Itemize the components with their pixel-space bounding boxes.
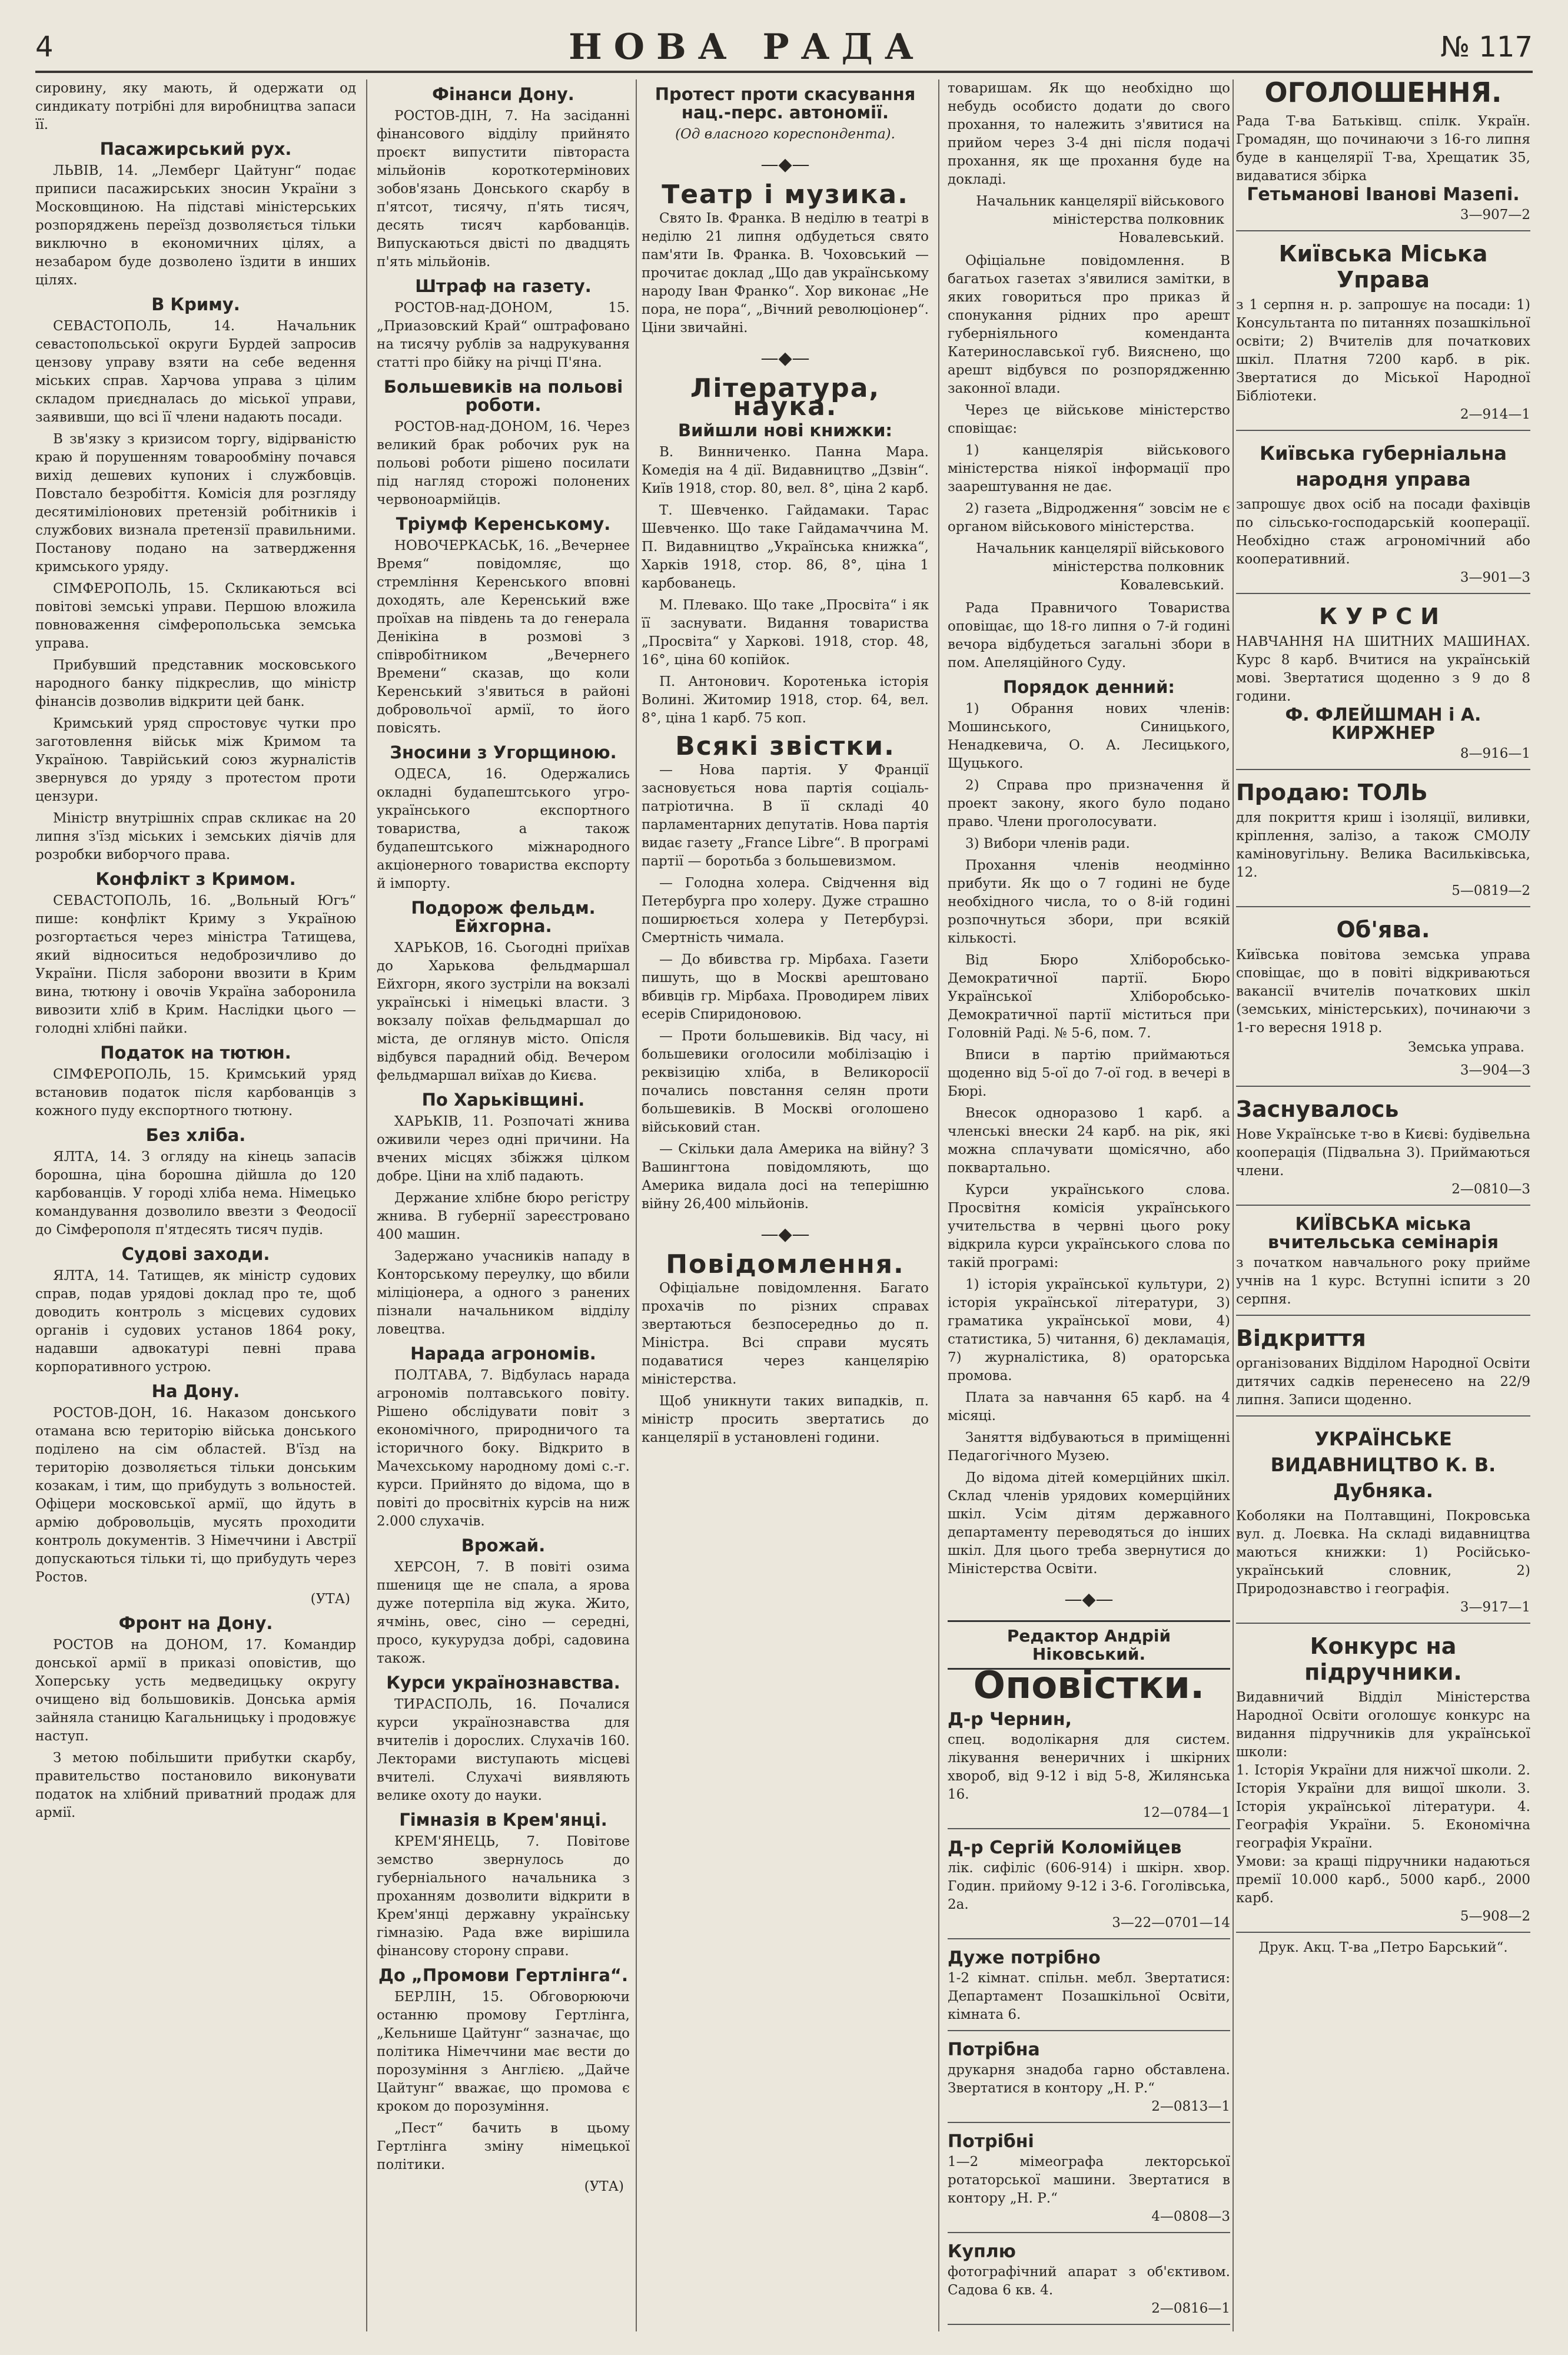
book-entry: Т. Шевченко. Гайдамаки. Тарас Шевченко. Що таке Гайдамаччина М. П. Видавництво „Українська книжка“, Харків 1918, стор. 86, 8°, ціна 1 карбованець. xyxy=(642,503,929,591)
ad-body: лік. сифіліс (606-914) і шкірн. хвор. Годин. прийому 9-12 і 3-6. Гоголівська, 2а. xyxy=(948,1860,1230,1912)
article-text: 2) газета „Відродження“ зовсім не є органом військового міністерства. xyxy=(948,501,1230,535)
advertisement xyxy=(948,1835,1230,1939)
ad-body: Нове Українське т-во в Києві: будівельна кооперація (Підвальна 3). Приймаються члени. xyxy=(1236,1127,1530,1179)
ad-body: фотографічний апарат з об'єктивом. Садова 6 кв. 4. xyxy=(948,2264,1230,2298)
article-text: — Нова партія. У Франції засновується нова партія соціаль-патріотична. В її складі 40 парламентарних депутатів. Нова партія видає газету „France Libre“. В програмі партії — боротьба з большевизмом. xyxy=(642,762,929,869)
book-entry: М. Плевако. Що таке „Просвіта“ і як її заснувати. Видання товариства „Просвіта“ у Харкові. 1918, стор. 48, 16°, ціна 60 копійок. xyxy=(642,598,929,668)
advertisement xyxy=(1236,1630,1530,1933)
advertisement xyxy=(1236,437,1530,594)
article-text: ХАРЬКОВ, 16. Сьогодні приїхав до Харькова фельдмаршал Ейхгорн, якого зустріли на вокзалі українські і німецькі власти. З вокзалу поїхав фельдмаршал до міста, де оглянув місто. Опісля відбувся парадний обід. Вечером фельдмаршал виїхав до Києва. xyxy=(377,940,630,1083)
article-text: Через це військове міністерство сповіщає: xyxy=(948,403,1230,436)
advertisement xyxy=(1236,1322,1530,1417)
article-text: Рада Правничого Товариства оповіщає, що 18-го липня о 7-й годині вечора відбудеться загальні збори в пом. Апеляційного Суду. xyxy=(948,601,1230,671)
article-text: СЕВАСТОПОЛЬ, 16. „Вольный Югъ“ пише: конфлікт Криму з Україною розгортається через міністра Татищева, який відноситься недоброзичливо до України. Після заборони ввозити в Крим вина, тютюну і овочів Україна заборонила вивозити хліб в Крим. Наслідки цього — голодні хлібні пайки. xyxy=(35,893,356,1036)
ad-code: 2—0813—1 xyxy=(1151,2099,1230,2114)
ad-body: 1—2 мімеографа лекторської ротаторської машини. Звертатися в контору „Н. Р.“ xyxy=(948,2154,1230,2206)
ad-code: 5—0819—2 xyxy=(1451,883,1530,898)
article-text: сировину, яку мають, й одержати од синдикату потрібні для виробництва запаси її. xyxy=(35,81,356,132)
column-5 xyxy=(1236,79,1530,2331)
article-text: ТИРАСПОЛЬ, 16. Почалися курси українознавства для вчителів і дорослих. Слухачів 160. Лекторами виступають місцеві вчителі. Слухачі виявляють велике охоту до науки. xyxy=(377,1697,630,1803)
column-rule xyxy=(938,79,939,2331)
ad-title: КУРСИ xyxy=(1319,603,1447,629)
book-entry: В. Винниченко. Панна Мара. Комедія на 4 дії. Видавництво „Дзвін“. Київ 1918, стор. 80, вел. 8°, ціна 2 карб. xyxy=(642,445,929,496)
article-text: Прохання членів неодмінно прибути. Як що о 7 годині не буде необхідного числа, то о 8-ій годині розпочнуться збори, при всякій кількості. xyxy=(948,858,1230,946)
ad-title: Продаю: ТОЛЬ xyxy=(1236,780,1428,805)
column-3 xyxy=(642,79,929,2331)
article-text: ПОЛТАВА, 7. Відбулась нарада агрономів полтавського повіту. Рішено обслідувати повіт з економічного, природничого та історичного боку. Відкрито в Мачехському народному домі с.-г. курси. Прийнято до відома, що в повіті до просвітніх курсів на ниж 2.000 слухачів. xyxy=(377,1368,630,1529)
article-text: Курси українського слова. Просвітня комісія українського учительства в червні цього року відкрила курси українського слова по такій програмі: xyxy=(948,1182,1230,1271)
article-heading: Без хліба. xyxy=(145,1125,246,1145)
ad-code: 8—916—1 xyxy=(1460,746,1530,761)
ornament-divider: —◆— xyxy=(760,1224,810,1245)
article-text: РОСТОВ-над-ДОНОМ, 16. Через великий брак робочих рук на польові роботи рішено посилати під нагляд сторожі полонених червоноармійців. xyxy=(377,419,630,508)
ad-code: 5—908—2 xyxy=(1460,1909,1530,1924)
book-entry: П. Антонович. Коротенька історія Волині. Житомир 1918, стор. 64, вел. 8°, ціна 1 карб. 75 коп. xyxy=(642,674,929,726)
page-header xyxy=(35,24,1533,73)
article-text: ХЕРСОН, 7. В повіті озима пшениця ще не спала, а ярова дуже потерпіла від жука. Жито, ячмінь, овес, сіно — середні, просо, кукурудза добрі, садовина також. xyxy=(377,1560,630,1666)
column-1 xyxy=(35,79,356,2331)
ad-signature: Ф. ФЛЕЙШМАН і А. КИРЖНЕР xyxy=(1285,705,1481,744)
ad-code: 2—0810—3 xyxy=(1451,1182,1530,1197)
article-heading: Нарада агрономів. xyxy=(410,1344,596,1364)
ad-body: для покриття криш і ізоляції, виливки, кріплення, залізо, а також СМОЛУ каміновугільну. Велика Васильківська, 12. xyxy=(1236,810,1530,880)
article-heading: Тріумф Керенському. xyxy=(396,514,611,534)
agency-signature: (УТА) xyxy=(310,1591,350,1607)
column-2 xyxy=(377,79,630,2331)
section-heading-news: Всякі звістки. xyxy=(675,731,895,761)
ornament-divider: —◆— xyxy=(1064,1589,1114,1610)
advertisement xyxy=(948,2239,1230,2325)
ad-title: Д-р Чернин, xyxy=(948,1709,1072,1730)
article-text: Кримський уряд спростовує чутки про заготовлення військ між Кримом та Україною. Таврійський союз журналістів звернувся до уряду з протестом проти цензури. xyxy=(35,716,356,804)
article-text: Внесок одноразово 1 карб. а членські внески 24 карб. на рік, які можна сплачувати щомісячно, або поквартально. xyxy=(948,1106,1230,1176)
page-number: 4 xyxy=(35,31,54,64)
article-text: СІМФЕРОПОЛЬ, 15. Кримський уряд встановив податок після карбованців з кожного пуду експортного тютюну. xyxy=(35,1067,356,1119)
ad-code: 3—901—3 xyxy=(1460,570,1530,585)
article-heading: По Харьківщині. xyxy=(421,1090,585,1110)
article-heading: Податок на тютюн. xyxy=(100,1043,291,1063)
ad-title: Київська губерніальна народня управа xyxy=(1259,442,1507,490)
article-text: Офіціальне повідомлення. Багато прохачів по різних справах звертаються безпосередньо до п. Міністра. Всі справи мусять подаватися через канцелярію міністерства. xyxy=(642,1281,929,1387)
article-text: НОВОЧЕРКАСЬК, 16. „Вечернее Время“ повідомляє, що стремління Керенського вповні доходять, але Керенський вже проїхав на південь та до генерала Денікіна в розмові з співробітником „Вечернего Времени“ сказав, що коли Керенський з'явиться в районі добровольчої армії, то його повісять. xyxy=(377,538,630,736)
advertisement xyxy=(948,2129,1230,2233)
article-heading: Фінанси Дону. xyxy=(432,84,574,104)
ad-list: 1. Історія України для нижчої школи. 2. Історія України для вищої школи. 3. Історія української літератури. 4. Географія України. 5. Економічна географія України. xyxy=(1236,1763,1530,1851)
article-text: ЛЬВІВ, 14. „Лемберг Цайтунг“ подає приписи пасажирських зносин України з Московщиною. На підставі міністерських розпоряджень переїзд дозволяється тільки виключно в економичних цілях, а незабаром буде дозволено їздити в инших цілях. xyxy=(35,163,356,288)
advertisement xyxy=(948,1945,1230,2031)
official-signature: Начальник канцелярії військового міністерства полковник Ковалевський. xyxy=(976,541,1224,593)
article-heading: Гімназія в Крем'янці. xyxy=(399,1810,607,1830)
article-heading: Порядок денний: xyxy=(1002,677,1175,697)
article-heading: Зносини з Угорщиною. xyxy=(390,742,617,762)
article-text: Щоб уникнути таких випадків, п. міністр просить звертатись до канцелярії в установлені години. xyxy=(642,1394,929,1445)
ad-title: Гетьманові Іванові Мазепі. xyxy=(1247,184,1520,205)
article-heading: В Криму. xyxy=(151,294,240,314)
ad-code: 2—914—1 xyxy=(1460,407,1530,422)
ad-body: Коболяки на Полтавщині, Покровська вул. д. Лоєвка. На складі видавництва маються книжки: 1) Російсько-український словник, 2) Природознавство і географія. xyxy=(1236,1508,1530,1597)
article-text: — Скільки дала Америка на війну? З Вашингтона повідомляють, що Америка видала досі на теперішню війну 26,400 мільйонів. xyxy=(642,1142,929,1212)
advertisement xyxy=(1236,776,1530,907)
article-text: РОСТОВ на ДОНОМ, 17. Командир донської армії в приказі оповістив, що Хоперську усть медведицьку округу очищено від большовиків. Донська армія зайняла станицю Кагальницьку і продовжує наступ. xyxy=(35,1637,356,1744)
advertisement xyxy=(1236,1212,1530,1316)
ad-body: спец. водолікарня для систем. лікування венеричних і шкірних хвороб, від 9-12 і від 5-8, Жилянська 16. xyxy=(948,1732,1230,1802)
advertisement xyxy=(948,2037,1230,2123)
article-heading: Врожай. xyxy=(461,1535,546,1555)
advertisement xyxy=(1236,1422,1530,1624)
advertisement xyxy=(948,1707,1230,1829)
article-text: — Проти большевиків. Від часу, ні большевики оголосили мобілізацію і реквізицію хліба, в Великоросії почались повстання селян проти большевиків. В Москві оголошено військовий стан. xyxy=(642,1029,929,1135)
article-text: товаришам. Як що необхідно що небудь особисто додати до свого прохання, то належить з'явитися на прийом через 3-4 дні після подачі прохання, як ще прохання буде на докладі. xyxy=(948,81,1230,187)
ad-code: 2—0816—1 xyxy=(1151,2301,1230,2316)
ad-signature: Земська управа. xyxy=(1408,1040,1524,1055)
printer-line: Друк. Акц. Т-ва „Петро Барський“. xyxy=(1258,1940,1508,1955)
article-text: — До вбивства гр. Мірбаха. Газети пишуть, що в Москві арештовано вбивців гр. Мірбаха. Проводирем лівих есерів Спиридоновою. xyxy=(642,952,929,1022)
advertisement xyxy=(1236,1093,1530,1206)
article-heading: Курси українознавства. xyxy=(386,1673,620,1693)
advertisements-heading: Оповістки. xyxy=(973,1664,1205,1707)
article-text: Свято Ів. Франка. В неділю в театрі в неділю 21 липня одбудеться свято пам'яти Ів. Франка. В. Чоховський — прочитає доклад „Що дав українському народу Іван Франко“. Хор виконає „Не пора, не пора“, „Вічний революціонер“. Ціни звичайні. xyxy=(642,211,929,336)
article-text: Задержано учасників нападу в Конторському переулку, що вбили міліціонера, а одного з ранених пізнали начальником відділу ловецтва. xyxy=(377,1249,630,1337)
article-heading: Штраф на газету. xyxy=(415,276,592,296)
editor-line: Редактор Андрій Ніковський. xyxy=(948,1620,1230,1670)
column-4 xyxy=(948,79,1230,2331)
article-text: РОСТОВ-ДОН, 16. Наказом донського отамана всю територію війська донського поділено на сім областей. В'їзд на територію дозволяється тільки донським козакам, і тим, що прибудуть з вольностей. Офіцери московської армії, що йдуть в армію добровольців, мусять проходити контроль документів. З Німеччини і Австрії допускаються тільки ті, що прибудуть через Ростов. xyxy=(35,1405,356,1585)
advertisement xyxy=(1236,600,1530,770)
ad-title: Д-р Сергій Коломійцев xyxy=(948,1837,1182,1858)
ad-title: Куплю xyxy=(948,2241,1016,2262)
article-text: 1) канцелярія військового міністерства ніякої інформації про заарештування не дає. xyxy=(948,443,1230,495)
ad-code: 4—0808—3 xyxy=(1151,2209,1230,2224)
article-text: Від Бюро Хліборобсько-Демократичної партії. Бюро Української Хліборобсько-Демократичної партії міститься при Головній Раді. № 5-6, пом. 7. xyxy=(948,953,1230,1041)
article-text: ЯЛТА, 14. З огляду на кінець запасів борошна, ціна борошна дійшла до 120 карбованців. У городі хліба нема. Німецько командування дозволило ввезти з Феодосії до Сімферополя п'ятдесять тисяч пудів. xyxy=(35,1149,356,1238)
article-text: РОСТОВ-над-ДОНОМ, 15. „Приазовский Край“ оштрафовано на тисячу рублів за надрукування статті про бійку на річці П'яна. xyxy=(377,300,630,370)
advertisement xyxy=(1236,109,1530,231)
ad-code: 3—907—2 xyxy=(1460,207,1530,223)
article-text: БЕРЛІН, 15. Обговорюючи останню промову Гертлінга, „Кельнише Цайтунг“ зазначає, що політика Німеччини має вести до порозуміння з Англією. „Дайче Цайтунг“ вважає, що промова є кроком до порозуміння. xyxy=(377,1989,630,2114)
article-heading: Подорож фельдм. Ейхгорна. xyxy=(411,898,596,936)
article-text: 2) Справа про призначення й проект закону, якого було подано право. Члени проголосувати. xyxy=(948,778,1230,830)
article-heading: Фронт на Дону. xyxy=(118,1613,273,1633)
article-text: — Голодна холера. Свідчення від Петербурга про холеру. Дуже страшно поширюється холера у Петербурзі. Смертність чимала. xyxy=(642,875,929,946)
ornament-divider: —◆— xyxy=(760,348,810,369)
article-text: КРЕМ'ЯНЕЦЬ, 7. Повітове земство звернулось до губерніального начальника з проханням дозволити відкрити в Крем'янці державну українську гімназію. Рада вже вирішила фінансову сторону справи. xyxy=(377,1834,630,1959)
article-text: ХАРЬКІВ, 11. Розпочаті жнива оживили через одні причини. На вчених місцях збіжжя цілком добре. Ціни на хліб падають. xyxy=(377,1114,630,1184)
ornament-divider: —◆— xyxy=(760,154,810,175)
ad-body: Київська повітова земська управа сповіщає, що в повіті відкриваються вакансії вчителів початкових шкіл (земських, міністерських), починаючи з 1-го вересня 1918 р. xyxy=(1236,947,1530,1036)
article-heading: Вийшли нові книжки: xyxy=(677,420,893,440)
ad-code: 12—0784—1 xyxy=(1142,1805,1230,1820)
article-heading: Пасажирський рух. xyxy=(99,139,292,159)
article-heading: До „Промови Гертлінга“. xyxy=(378,1965,628,1985)
ad-title: Об'ява. xyxy=(1336,917,1430,943)
ad-code: 3—904—3 xyxy=(1460,1063,1530,1078)
advertisement xyxy=(1236,913,1530,1087)
ad-body: організованих Відділом Народної Освіти дитячих садків перенесено на 22/9 липня. Записи щоденно. xyxy=(1236,1356,1530,1408)
ad-body: з 1 серпня н. р. запрошує на посади: 1) Консультанта по питаннях позашкільної освіти; 2) Вчителів для початкових шкіл. Платня 7200 карб. в рік. Звертатися до Міської Народної Бібліотеки. xyxy=(1236,297,1530,404)
ad-body: Видавничий Відділ Міністерства Народної Освіти оголошує конкурс на видання підручників для української школи: xyxy=(1236,1690,1530,1760)
column-rule xyxy=(1233,79,1234,2331)
ad-code: 3—917—1 xyxy=(1460,1600,1530,1615)
ad-title: Відкриття xyxy=(1236,1325,1366,1351)
article-heading: Судові заходи. xyxy=(121,1244,270,1264)
section-heading-literature: Література, наука. xyxy=(690,373,881,422)
ad-title: Конкурс на підручники. xyxy=(1304,1633,1462,1685)
official-signature: Начальник канцелярії військового міністерства полковник Новалевський. xyxy=(976,194,1224,246)
ad-title: УКРАЇНСЬКЕ ВИДАВНИЦТВО К. В. Дубняка. xyxy=(1270,1428,1496,1502)
ad-title: Потрібна xyxy=(948,2039,1040,2060)
ad-body: Рада Т-ва Батьківщ. спілк. Україн. Громадян, що починаючи з 16-го липня буде в канцелярії Т-ва, Хрещатик 35, видаватися збірка xyxy=(1236,114,1530,184)
article-text: „Пест“ бачить в цьому Гертлінга зміну німецької політики. xyxy=(377,2121,630,2172)
article-text: ЯЛТА, 14. Татищев, як міністр судових справ, подав урядові доклад про те, щоб доводить контроль з місцевих судових органів і судових установ 1864 року, надавши адвокатурі певні права корпоративного устрою. xyxy=(35,1268,356,1375)
correspondent-note: (Од власного кореспондента). xyxy=(675,127,895,142)
article-text: В зв'язку з кризисом торгу, відірваністю краю й порушенням товарообміну почався вихід дешевих купоних і службовців. Повстало безробіття. Комісія для розгляду десятиміліонових претензій робітників і службових визнала претензії правильними. Постанову подано на затвердження кримського уряду. xyxy=(35,432,356,575)
ad-body: запрошує двох осіб на посади фахівців по сільсько-господарській кооперації. Необхідно стаж агрономічний або кооперативний. xyxy=(1236,497,1530,567)
article-text: До відома дітей комерційних шкіл. Склад членів урядових комерційних шкіл. Усім дітям державного департаменту переводяться до інших шкіл. Для цього треба звернутися до Міністерства Освіти. xyxy=(948,1470,1230,1577)
article-text: Міністр внутрішніх справ скликає на 20 липня з'їзд міських і земських діячів для розробки виборчого права. xyxy=(35,811,356,863)
agency-signature: (УТА) xyxy=(584,2179,624,2194)
ad-title: Потрібні xyxy=(948,2131,1034,2152)
ad-body: 1-2 кімнат. спільн. мебл. Звертатися: Департамент Позашкільної Освіти, кімната 6. xyxy=(948,1971,1230,2022)
section-heading-theatre: Театр і музика. xyxy=(662,180,909,210)
section-heading-notices: Повідомлення. xyxy=(666,1249,905,1279)
article-text: СЕВАСТОПОЛЬ, 14. Начальник севастопольської округи Бурдей запросив цензову управу взяти на себе ведення міських справ. Харчова управа з цілим складом приєдналась до міської управи, заявивши, що всі її члени надають посади. xyxy=(35,319,356,425)
issue-number: № 117 xyxy=(1440,31,1533,64)
article-text: Офіціальне повідомлення. В багатьох газетах з'явилися замітки, в яких говориться про приказ й спонукання рідних про арешт губерніяльного коменданта Катеринославської губ. Вияснено, що арешт відбувся по розпорядженню законної влади. xyxy=(948,253,1230,396)
article-heading: Протест проти скасування нац.-перс. автономії. xyxy=(655,84,916,122)
ad-body: друкарня знадоба гарно обставлена. Звертатися в контору „Н. Р.“ xyxy=(948,2062,1230,2096)
ad-title: КИЇВСЬКА міська вчительська семінарія xyxy=(1267,1214,1499,1253)
article-text: 3) Вибори членів ради. xyxy=(965,836,1130,851)
advertisement xyxy=(1236,237,1530,431)
article-text: ОДЕСА, 16. Одержались окладні будапештського угро-українського експортного товариства, а також будапештського міжнародного акціонерного товариства експорту й імпорту. xyxy=(377,767,630,891)
article-text: Прибувший представник московського народного банку підкреслив, що міністр фінансів дозволив відкрити цей банк. xyxy=(35,658,356,709)
column-rule xyxy=(636,79,637,2331)
announcements-heading: ОГОЛОШЕННЯ. xyxy=(1264,79,1502,108)
article-heading: На Дону. xyxy=(151,1381,240,1401)
ad-body: з початком навчального року прийме учнів на 1 курс. Вступні іспити з 20 серпня. xyxy=(1236,1255,1530,1307)
article-text: Вписи в партію приймаються щоденно від 5-ої до 7-ої год. в вечері в Бюрі. xyxy=(948,1047,1230,1099)
article-text: Держание хлібне бюро регістру жнива. В губернії зареєстровано 400 машин. xyxy=(377,1190,630,1242)
masthead: НОВА РАДА xyxy=(569,26,925,68)
column-rule xyxy=(366,79,367,2331)
article-text: З метою побільшити прибутки скарбу, правительство постановило виконувати податок на хлібний приватний продаж для армії. xyxy=(35,1750,356,1820)
ad-title: Заснувалось xyxy=(1236,1096,1399,1122)
article-heading: Конфлікт з Кримом. xyxy=(95,869,296,889)
article-text: Заняття відбуваються в приміщенні Педагогічного Музею. xyxy=(948,1430,1230,1464)
article-heading: Большевиків на польові роботи. xyxy=(383,377,623,415)
ad-body: НАВЧАННЯ НА ШИТНИХ МАШИНАХ. Курс 8 карб. Вчитися на українській мові. Звертатися щоденно з 9 до 8 години. xyxy=(1236,634,1530,704)
ad-title: Дуже потрібно xyxy=(948,1948,1101,1968)
article-text: СІМФЕРОПОЛЬ, 15. Скликаються всі повітові земські управи. Першою вложила повноваження сімферопольська земська управа. xyxy=(35,581,356,651)
ad-terms: Умови: за кращі підручники надаються премії 10.000 карб., 5000 карб., 2000 карб. xyxy=(1236,1854,1530,1906)
ad-title: Київська Міська Управа xyxy=(1278,241,1488,293)
article-text: РОСТОВ-ДІН, 7. На засіданні фінансового відділу прийнято проєкт випустити півтораста мільйонів короткотермінових зобов'язань Донського скарбу в п'ятсот, тисячу, п'ять тисяч, десять тисяч карбованців. Випускаються двісті по двадцять п'ять мільйонів. xyxy=(377,108,630,270)
ad-code: 3—22—0701—14 xyxy=(1112,1915,1230,1931)
article-text: 1) Обрання нових членів: Мошинського, Синицького, Ненадкевича, О. А. Лесицького, Щуцького. xyxy=(948,701,1230,771)
article-text: Плата за навчання 65 карб. на 4 місяці. xyxy=(948,1390,1230,1424)
article-text: 1) історія української культури, 2) історія української літератури, 3) граматика української мови, 4) статистика, 5) читання, 6) декламація, 7) журналістика, 8) ораторська промова. xyxy=(948,1277,1230,1384)
